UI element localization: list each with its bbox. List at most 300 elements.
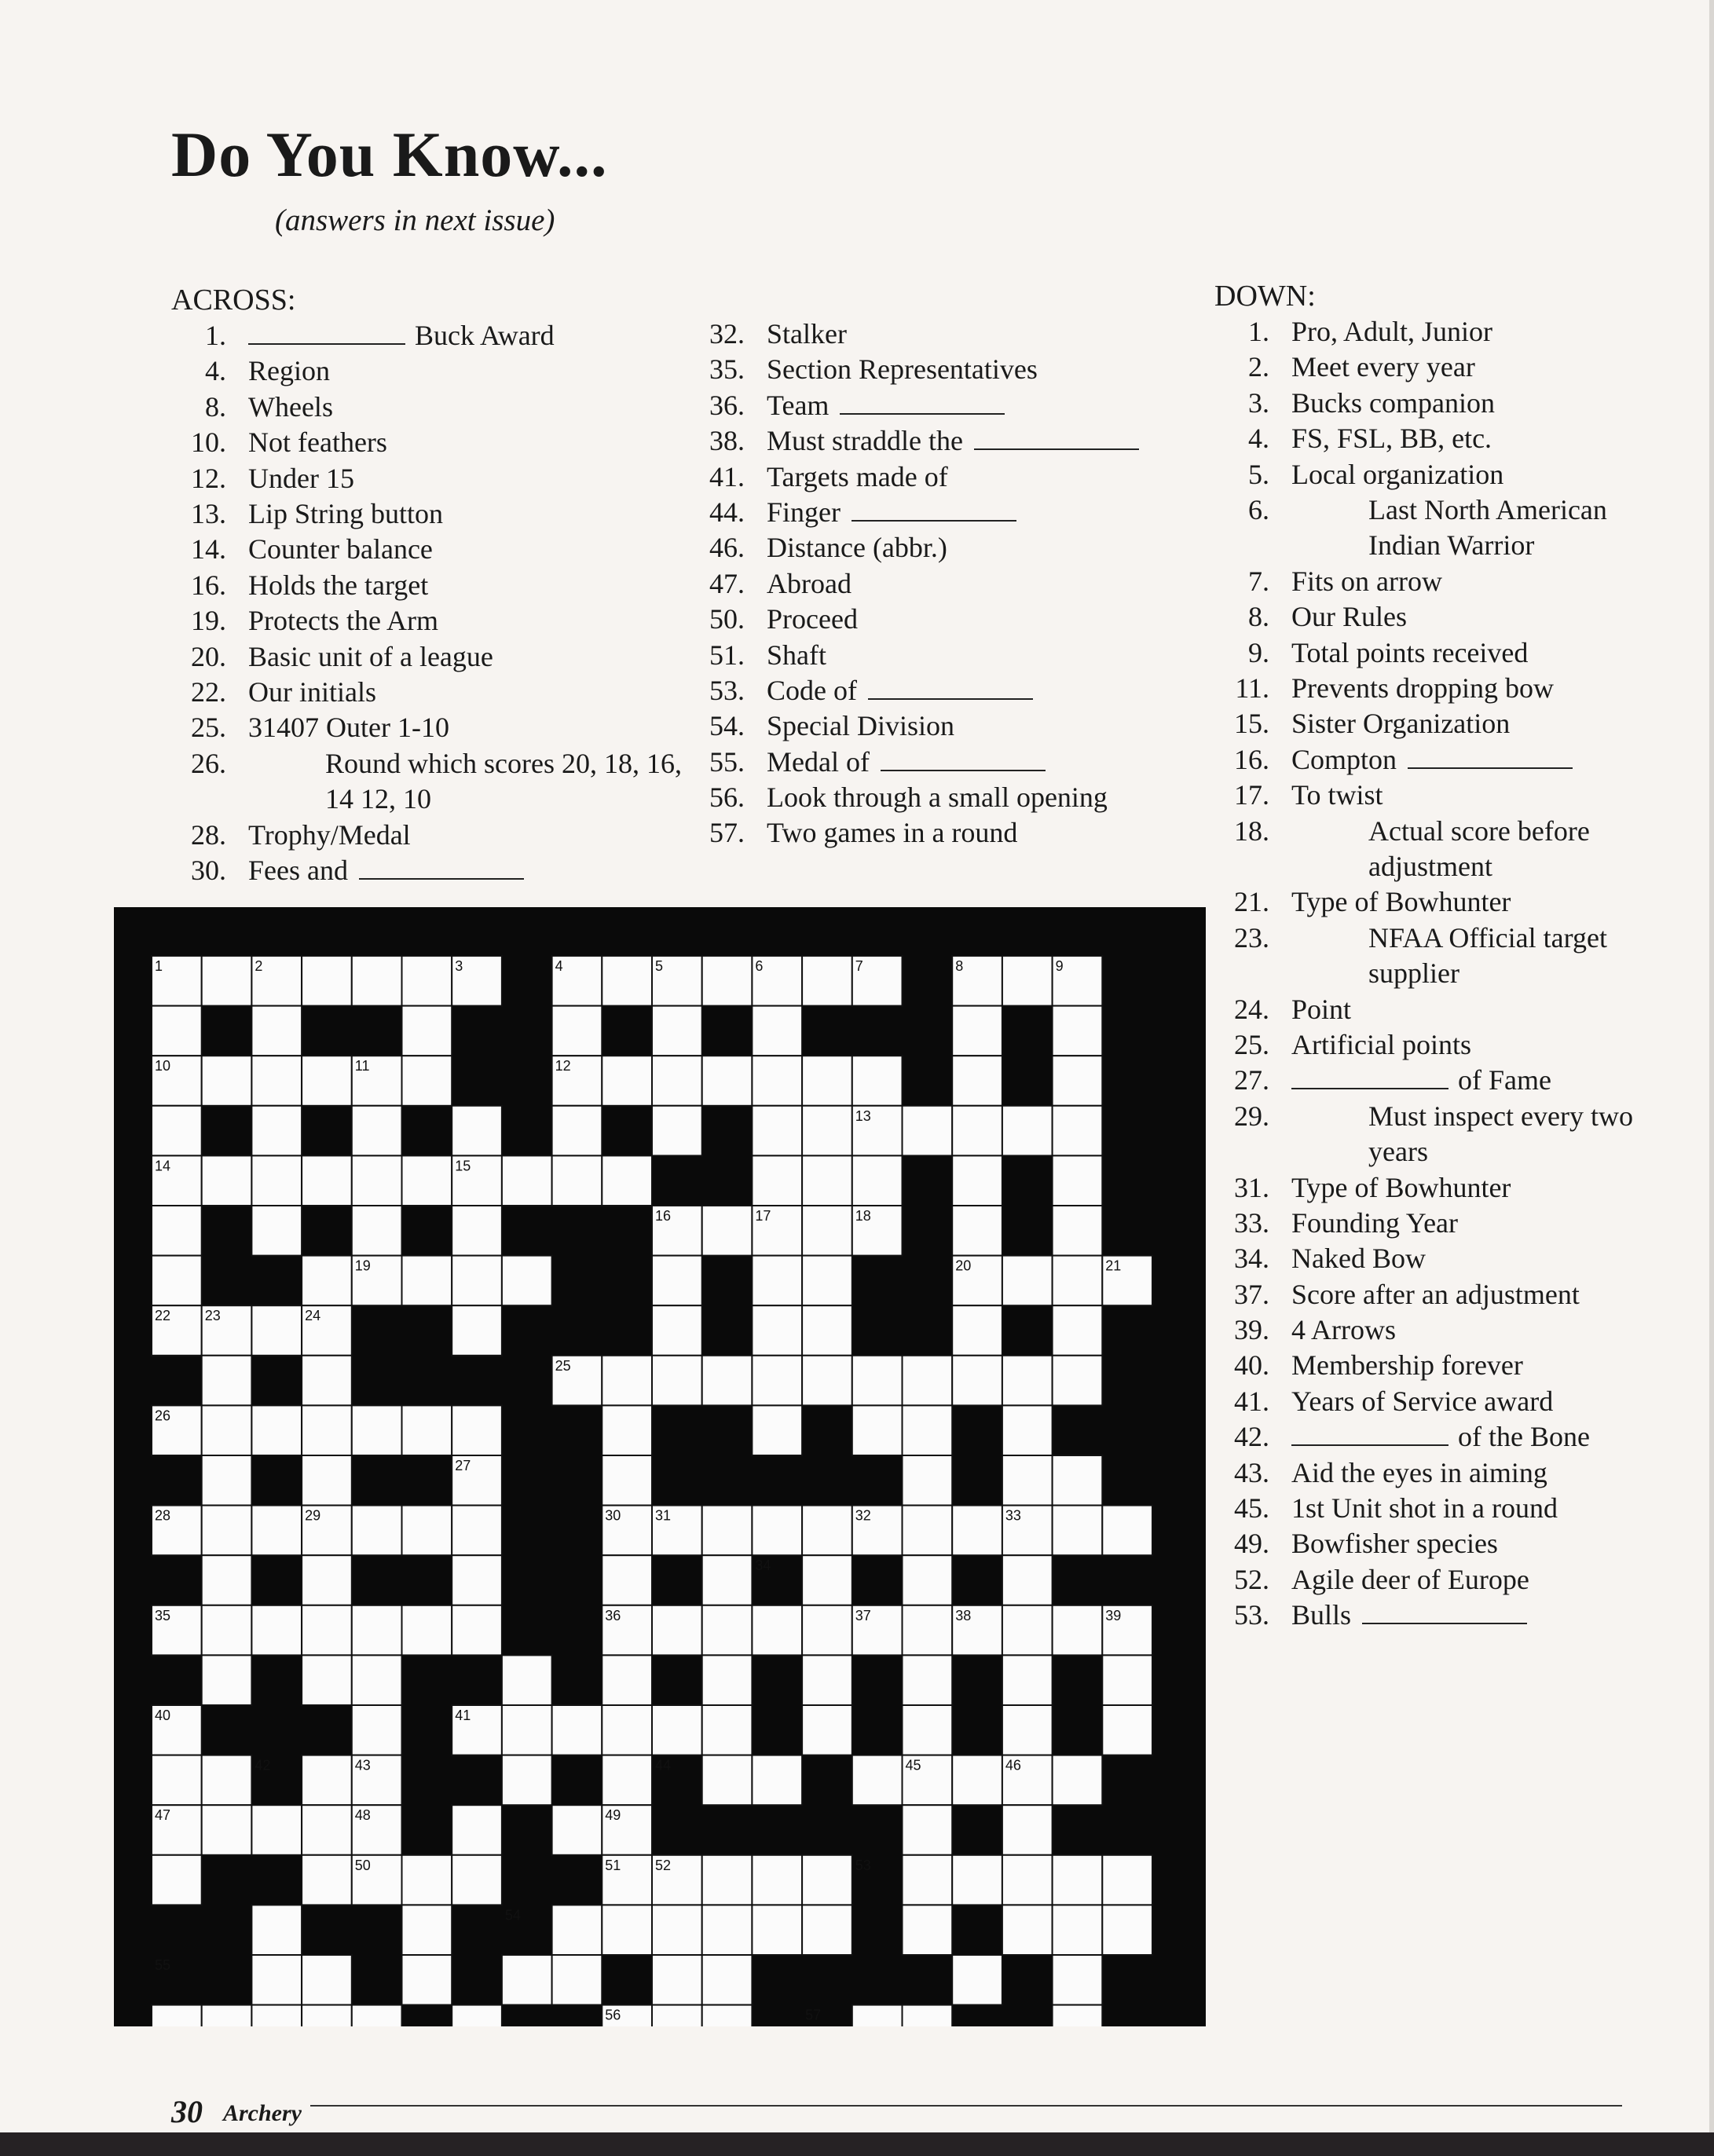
clue-across_col2-35 (690, 352, 1177, 387)
down-heading: DOWN: (1214, 280, 1316, 313)
grid-cell[interactable] (452, 1555, 502, 1605)
grid-cell[interactable] (903, 1705, 953, 1755)
grid-cell[interactable] (352, 1405, 402, 1455)
grid-cell[interactable] (903, 1805, 953, 1855)
clue-number: 13. (191, 497, 226, 529)
grid-cell[interactable] (352, 956, 402, 1006)
grid-cell-number: 18 (855, 1208, 871, 1224)
grid-cell-number: 26 (155, 1407, 171, 1424)
grid-cell[interactable] (502, 1705, 552, 1755)
grid-cell[interactable] (452, 1256, 502, 1306)
clue-down-9 (1214, 635, 1654, 671)
grid-cell[interactable] (1102, 1655, 1152, 1705)
grid-cell[interactable] (402, 1955, 452, 2005)
grid-cell[interactable] (302, 1955, 352, 2005)
grid-cell[interactable] (1053, 1256, 1103, 1306)
grid-cell[interactable] (1002, 1455, 1053, 1506)
clue-number: 1. (1248, 316, 1269, 347)
grid-cell[interactable] (452, 1605, 502, 1656)
grid-cell[interactable] (1053, 1106, 1103, 1156)
clue-number: 57. (709, 817, 745, 849)
clue-number: 32. (709, 318, 745, 350)
clue-across_col1-30 (171, 853, 674, 888)
grid-cell-number: 24 (305, 1308, 321, 1324)
grid-cell[interactable] (1002, 1705, 1053, 1755)
grid-cell[interactable] (903, 1356, 953, 1406)
clue-text: Under 15 (248, 462, 354, 494)
answer-blank-line (881, 746, 1046, 771)
grid-cell[interactable] (251, 1805, 302, 1855)
grid-cell[interactable] (802, 1056, 852, 1106)
grid-cell[interactable] (152, 1006, 202, 1056)
grid-cell[interactable] (202, 2005, 252, 2026)
grid-cell[interactable] (702, 1655, 753, 1705)
grid-cell[interactable] (302, 1056, 352, 1106)
grid-cell[interactable] (602, 1155, 652, 1206)
grid-cell[interactable] (1002, 1356, 1053, 1406)
clue-across_col1-14 (171, 532, 674, 567)
grid-cell[interactable] (702, 2005, 753, 2026)
grid-cell[interactable] (552, 1905, 602, 1955)
grid-cell[interactable] (1053, 1955, 1103, 2005)
grid-cell[interactable] (552, 1006, 602, 1056)
grid-cell[interactable] (202, 1755, 252, 1806)
clue-across_col1-13 (171, 496, 674, 532)
clue-number: 29. (1234, 1100, 1269, 1132)
grid-cell[interactable] (903, 1455, 953, 1506)
grid-cell[interactable] (302, 1755, 352, 1806)
clue-across_col1-20 (171, 639, 674, 675)
grid-cell[interactable] (402, 1256, 452, 1306)
grid-cell[interactable] (202, 1405, 252, 1455)
grid-cell[interactable] (602, 1356, 652, 1406)
grid-cell[interactable] (652, 1006, 702, 1056)
grid-cell[interactable] (1102, 1905, 1152, 1955)
grid-cell[interactable] (802, 1506, 852, 1556)
clue-text: Fees and (248, 854, 348, 886)
down-clues-list (1214, 314, 1654, 1634)
clue-down-37 (1214, 1277, 1654, 1312)
grid-cell[interactable] (402, 1405, 452, 1455)
clue-text: Lip String button (248, 497, 444, 529)
grid-cell[interactable] (903, 2005, 953, 2026)
grid-cell[interactable] (251, 2005, 302, 2026)
grid-cell[interactable] (852, 2005, 903, 2026)
grid-cell[interactable] (152, 2005, 202, 2026)
grid-cell[interactable] (1002, 1655, 1053, 1705)
grid-cell[interactable] (1053, 2005, 1103, 2026)
grid-cell[interactable] (1002, 1106, 1053, 1156)
grid-cell[interactable] (452, 1305, 502, 1356)
grid-cell[interactable] (702, 1056, 753, 1106)
clue-across_col2-53 (690, 673, 1177, 708)
grid-cell[interactable] (952, 1305, 1002, 1356)
grid-cell[interactable] (202, 1056, 252, 1106)
grid-cell[interactable] (552, 1705, 602, 1755)
grid-cell[interactable] (452, 1106, 502, 1156)
grid-cell[interactable] (852, 1155, 903, 1206)
grid-cell[interactable] (452, 1206, 502, 1256)
grid-cell[interactable] (602, 1905, 652, 1955)
clue-number: 35. (709, 353, 745, 386)
grid-cell[interactable] (602, 1555, 652, 1605)
grid-cell[interactable] (602, 1655, 652, 1705)
clue-number: 30. (191, 854, 226, 886)
clue-text: Actual score before adjustment (1368, 814, 1590, 882)
grid-cell[interactable] (652, 1356, 702, 1406)
grid-cell[interactable] (702, 1705, 753, 1755)
grid-cell[interactable] (302, 1405, 352, 1455)
grid-cell-number: 28 (155, 1507, 171, 1524)
grid-cell[interactable] (952, 1106, 1002, 1156)
clue-text-block (248, 353, 674, 389)
grid-cell[interactable] (352, 1506, 402, 1556)
grid-cell[interactable] (302, 956, 352, 1006)
grid-cell[interactable] (952, 1356, 1002, 1406)
grid-cell[interactable] (1102, 1705, 1152, 1755)
grid-cell[interactable] (302, 1455, 352, 1506)
grid-cell[interactable] (251, 1006, 302, 1056)
grid-cell[interactable] (251, 1506, 302, 1556)
grid-cell[interactable] (1053, 1206, 1103, 1256)
grid-cell[interactable] (302, 1855, 352, 1905)
grid-cell[interactable] (202, 1605, 252, 1656)
clue-number: 4. (205, 355, 226, 387)
clue-text: Naked Bow (1291, 1243, 1426, 1275)
grid-cell[interactable] (1002, 1605, 1053, 1656)
grid-cell[interactable] (952, 1206, 1002, 1256)
grid-cell[interactable] (402, 1605, 452, 1656)
grid-cell[interactable] (702, 1755, 753, 1806)
clue-across_col1-26 (171, 746, 682, 818)
clue-number: 56. (709, 782, 745, 814)
grid-cell[interactable] (251, 1206, 302, 1256)
grid-cell[interactable] (302, 1655, 352, 1705)
grid-cell[interactable] (802, 1155, 852, 1206)
grid-cell[interactable] (1102, 1506, 1152, 1556)
grid-cell[interactable] (352, 1705, 402, 1755)
grid-cell[interactable] (502, 1256, 552, 1306)
clue-number: 16. (1234, 743, 1269, 775)
clue-text: Targets made of (767, 460, 948, 492)
clue-text-block (1291, 1063, 1654, 1098)
grid-cell[interactable] (452, 1855, 502, 1905)
clue-down-42 (1214, 1419, 1654, 1455)
grid-cell[interactable] (652, 1605, 702, 1656)
grid-cell[interactable] (202, 956, 252, 1006)
grid-cell[interactable] (302, 1555, 352, 1605)
grid-cell[interactable] (402, 1006, 452, 1056)
grid-cell[interactable] (602, 1455, 652, 1506)
grid-cell[interactable] (202, 1155, 252, 1206)
grid-cell[interactable] (1053, 1455, 1103, 1506)
grid-cell[interactable] (903, 1905, 953, 1955)
grid-cell[interactable] (952, 1006, 1002, 1056)
grid-cell[interactable] (402, 1506, 452, 1556)
clue-text-block (1291, 992, 1654, 1027)
grid-cell[interactable] (502, 1755, 552, 1806)
clue-down-3 (1214, 386, 1654, 421)
grid-cell[interactable] (903, 1655, 953, 1705)
grid-cell[interactable] (602, 1056, 652, 1106)
grid-cell[interactable] (702, 1605, 753, 1656)
grid-cell[interactable] (952, 1056, 1002, 1106)
grid-cell[interactable] (802, 1855, 852, 1905)
grid-cell[interactable] (602, 1705, 652, 1755)
grid-cell[interactable] (152, 1755, 202, 1806)
grid-cell[interactable] (652, 1056, 702, 1106)
grid-cell[interactable] (552, 1955, 602, 2005)
grid-cell[interactable] (802, 1605, 852, 1656)
grid-cell[interactable] (802, 1206, 852, 1256)
grid-cell[interactable] (302, 1805, 352, 1855)
grid-cell[interactable] (251, 1905, 302, 1955)
clue-text-block (1291, 564, 1654, 599)
grid-cell[interactable] (752, 1006, 802, 1056)
clue-down-39 (1214, 1312, 1654, 1348)
grid-cell[interactable] (752, 1106, 802, 1156)
grid-cell[interactable] (952, 1855, 1002, 1905)
clue-number: 41. (1234, 1385, 1269, 1417)
grid-cell[interactable] (903, 1605, 953, 1656)
clue-down-43 (1214, 1455, 1654, 1491)
grid-cell[interactable] (952, 1506, 1002, 1556)
grid-cell[interactable] (702, 956, 753, 1006)
grid-cell[interactable] (1002, 1256, 1053, 1306)
grid-cell[interactable] (202, 1356, 252, 1406)
grid-cell[interactable] (1053, 1506, 1103, 1556)
clue-across_col2-50 (690, 602, 1177, 637)
grid-cell[interactable] (652, 1905, 702, 1955)
grid-cell-number: 54 (504, 1907, 521, 1924)
grid-cell[interactable] (402, 1855, 452, 1905)
grid-cell[interactable] (251, 1605, 302, 1656)
clue-text: Medal of (767, 745, 870, 778)
grid-cell-number: 49 (605, 1807, 621, 1824)
grid-cell[interactable] (302, 1605, 352, 1656)
grid-cell[interactable] (752, 1506, 802, 1556)
grid-cell-number: 53 (855, 1857, 871, 1873)
grid-cell[interactable] (302, 1356, 352, 1406)
grid-cell[interactable] (202, 1455, 252, 1506)
grid-cell[interactable] (652, 1106, 702, 1156)
clue-text: Pro, Adult, Junior (1291, 316, 1493, 347)
grid-cell[interactable] (1053, 1155, 1103, 1206)
grid-cell[interactable] (652, 1305, 702, 1356)
grid-cell[interactable] (1002, 956, 1053, 1006)
grid-cell[interactable] (702, 1855, 753, 1905)
grid-cell[interactable] (1002, 1855, 1053, 1905)
grid-cell-number: 31 (655, 1507, 672, 1524)
grid-cell[interactable] (152, 1206, 202, 1256)
grid-cell[interactable] (452, 1405, 502, 1455)
grid-cell[interactable] (302, 1155, 352, 1206)
grid-cell[interactable] (602, 956, 652, 1006)
grid-cell[interactable] (702, 1955, 753, 2005)
grid-cell[interactable] (202, 1506, 252, 1556)
grid-cell[interactable] (652, 1256, 702, 1306)
clue-text: Sister Organization (1291, 708, 1511, 740)
clue-text: Point (1291, 993, 1352, 1025)
clue-text-block (248, 818, 674, 853)
grid-cell[interactable] (1053, 1006, 1103, 1056)
clue-across_col2-57 (690, 815, 1177, 851)
grid-cell[interactable] (152, 1855, 202, 1905)
grid-cell[interactable] (752, 1155, 802, 1206)
grid-cell[interactable] (702, 1506, 753, 1556)
grid-cell-number: 13 (855, 1107, 871, 1124)
grid-cell[interactable] (1002, 1555, 1053, 1605)
grid-cell[interactable] (852, 1056, 903, 1106)
grid-cell[interactable] (152, 1256, 202, 1306)
grid-cell[interactable] (752, 1605, 802, 1656)
grid-cell[interactable] (1053, 1605, 1103, 1656)
grid-cell[interactable] (502, 1155, 552, 1206)
grid-cell[interactable] (352, 1655, 402, 1705)
grid-cell[interactable] (402, 1905, 452, 1955)
grid-cell[interactable] (903, 1855, 953, 1905)
grid-cell[interactable] (652, 1705, 702, 1755)
grid-cell[interactable] (903, 1555, 953, 1605)
grid-cell[interactable] (802, 956, 852, 1006)
grid-cell[interactable] (602, 1405, 652, 1455)
grid-cell[interactable] (452, 2005, 502, 2026)
grid-cell[interactable] (802, 1305, 852, 1356)
grid-cell[interactable] (752, 1056, 802, 1106)
grid-cell[interactable] (752, 1356, 802, 1406)
grid-cell[interactable] (702, 1555, 753, 1605)
grid-cell[interactable] (502, 1655, 552, 1705)
grid-cell[interactable] (852, 1405, 903, 1455)
grid-cell[interactable] (1002, 1805, 1053, 1855)
grid-cell[interactable] (202, 1655, 252, 1705)
grid-cell[interactable] (602, 1755, 652, 1806)
grid-cell[interactable] (903, 1506, 953, 1556)
grid-cell[interactable] (702, 1356, 753, 1406)
grid-cell-number: 56 (605, 2007, 621, 2023)
grid-cell[interactable] (352, 2005, 402, 2026)
page-subtitle: (answers in next issue) (275, 203, 555, 237)
grid-cell[interactable] (251, 1056, 302, 1106)
grid-cell[interactable] (251, 1155, 302, 1206)
grid-cell[interactable] (552, 1106, 602, 1156)
grid-cell[interactable] (1002, 1405, 1053, 1455)
grid-cell[interactable] (302, 2005, 352, 2026)
grid-cell[interactable] (502, 1955, 552, 2005)
grid-cell[interactable] (752, 1855, 802, 1905)
grid-cell[interactable] (402, 1155, 452, 1206)
clue-number: 10. (191, 426, 226, 459)
grid-cell[interactable] (802, 1356, 852, 1406)
grid-cell[interactable] (752, 1256, 802, 1306)
grid-cell[interactable] (952, 1755, 1002, 1806)
clue-number: 55. (709, 745, 745, 778)
grid-cell[interactable] (852, 1755, 903, 1806)
grid-cell[interactable] (352, 1605, 402, 1656)
grid-cell[interactable] (202, 1805, 252, 1855)
grid-cell[interactable] (702, 1905, 753, 1955)
grid-cell[interactable] (251, 1405, 302, 1455)
grid-cell[interactable] (802, 1555, 852, 1605)
grid-cell[interactable] (802, 1655, 852, 1705)
grid-cell[interactable] (1053, 1056, 1103, 1106)
grid-cell-number: 21 (1105, 1257, 1122, 1274)
grid-cell[interactable] (1053, 1305, 1103, 1356)
grid-cell[interactable] (1102, 1855, 1152, 1905)
clue-text: Code of (767, 674, 857, 706)
grid-cell[interactable] (752, 1405, 802, 1455)
clue-down-27 (1214, 1063, 1654, 1098)
grid-cell[interactable] (702, 1206, 753, 1256)
clue-down-7 (1214, 564, 1654, 599)
clue-across_col1-28 (171, 818, 674, 853)
grid-cell[interactable] (302, 1256, 352, 1306)
grid-cell[interactable] (752, 1905, 802, 1955)
grid-cell[interactable] (903, 1106, 953, 1156)
clue-number: 23. (1234, 921, 1269, 954)
grid-cell[interactable] (802, 1256, 852, 1306)
grid-cell[interactable] (802, 1905, 852, 1955)
grid-cell[interactable] (251, 1106, 302, 1156)
grid-cell[interactable] (1053, 1356, 1103, 1406)
grid-cell-number: 50 (354, 1857, 371, 1873)
grid-cell[interactable] (652, 2005, 702, 2026)
grid-cell[interactable] (452, 1805, 502, 1855)
clue-text: 1st Unit shot in a round (1291, 1492, 1558, 1525)
grid-cell[interactable] (251, 1305, 302, 1356)
clue-text-block (248, 639, 674, 675)
clue-down-34 (1214, 1241, 1654, 1276)
grid-cell-number: 43 (354, 1757, 371, 1773)
clue-text-block (1291, 350, 1654, 385)
grid-cell[interactable] (652, 1955, 702, 2005)
grid-cell[interactable] (552, 1805, 602, 1855)
grid-cell[interactable] (752, 1755, 802, 1806)
grid-cell[interactable] (352, 1206, 402, 1256)
grid-cell[interactable] (802, 1705, 852, 1755)
grid-cell[interactable] (352, 1106, 402, 1156)
grid-cell[interactable] (852, 1356, 903, 1406)
grid-cell[interactable] (1002, 1905, 1053, 1955)
clue-number: 25. (1234, 1028, 1269, 1060)
grid-cell[interactable] (251, 1955, 302, 2005)
grid-cell[interactable] (152, 1106, 202, 1156)
clue-across_col1-22 (171, 675, 674, 710)
clue-across_col1-12 (171, 461, 674, 496)
grid-cell[interactable] (952, 1155, 1002, 1206)
grid-cell[interactable] (752, 1305, 802, 1356)
grid-cell[interactable] (402, 956, 452, 1006)
grid-cell[interactable] (452, 1506, 502, 1556)
grid-cell[interactable] (802, 1106, 852, 1156)
grid-cell[interactable] (1053, 1855, 1103, 1905)
grid-cell[interactable] (402, 1056, 452, 1106)
answer-blank-line (868, 675, 1033, 700)
grid-cell[interactable] (202, 1555, 252, 1605)
grid-cell-number: 35 (155, 1607, 171, 1623)
grid-cell[interactable] (1053, 1755, 1103, 1806)
grid-cell[interactable] (952, 1955, 1002, 2005)
grid-cell-number: 16 (655, 1208, 672, 1224)
clue-text-block (1291, 1526, 1654, 1561)
grid-cell[interactable] (552, 1155, 602, 1206)
grid-cell-number: 34 (755, 1558, 771, 1574)
clue-text-block (248, 710, 674, 745)
grid-cell[interactable] (1053, 1905, 1103, 1955)
grid-cell[interactable] (352, 1155, 402, 1206)
grid-cell[interactable] (903, 1405, 953, 1455)
clue-number: 38. (709, 425, 745, 457)
